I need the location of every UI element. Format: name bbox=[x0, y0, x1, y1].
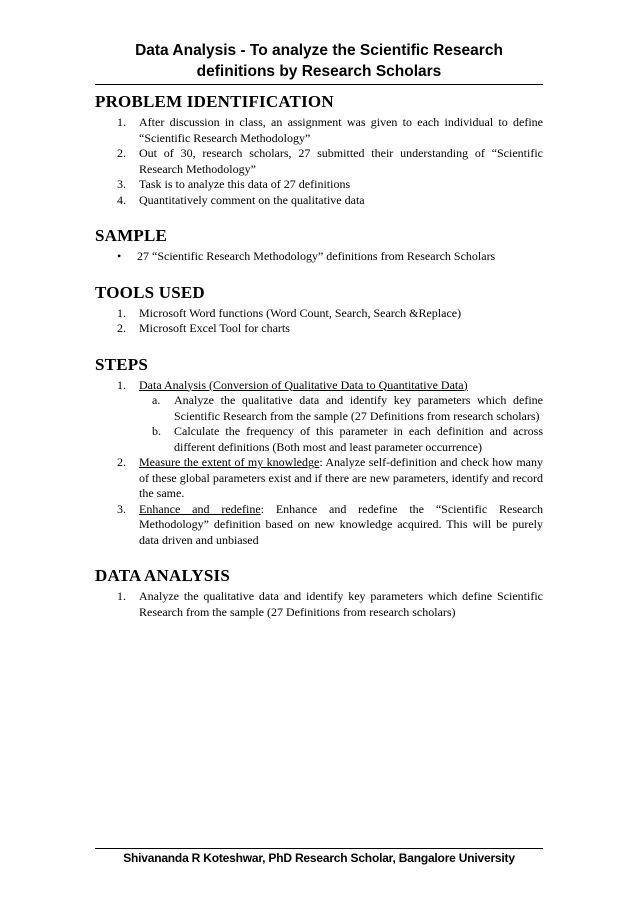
list-text: Microsoft Excel Tool for charts bbox=[139, 321, 290, 335]
section-tools-used bbox=[95, 283, 543, 337]
document-header bbox=[95, 40, 543, 82]
header-title-line2: definitions by Research Scholars bbox=[196, 63, 442, 80]
step-label: Measure the extent of my knowledge bbox=[139, 455, 320, 469]
step-label: Data Analysis (Conversion of Qualitative Data to Quantitative Data) bbox=[139, 377, 468, 392]
list-item bbox=[95, 589, 543, 620]
sub-list-letter: a. bbox=[152, 393, 161, 407]
document-body bbox=[95, 92, 543, 638]
list-item bbox=[95, 502, 543, 549]
section-heading: SAMPLE bbox=[95, 226, 168, 245]
list-text: Quantitatively comment on the qualitative data bbox=[139, 192, 365, 207]
list-text: After discussion in class, an assignment was given to each individual to define “Scientific Research Methodology” bbox=[139, 115, 543, 145]
list-number: 2. bbox=[117, 321, 126, 335]
list-item bbox=[95, 306, 543, 322]
list-item bbox=[95, 455, 543, 502]
sub-list-item bbox=[95, 424, 543, 455]
section-heading: DATA ANALYSIS bbox=[95, 566, 231, 585]
step-label: Enhance and redefine bbox=[139, 501, 261, 516]
list-text: 27 “Scientific Research Methodology” definitions from Research Scholars bbox=[137, 249, 496, 263]
list-item bbox=[95, 378, 543, 394]
list-number: 3. bbox=[117, 177, 126, 191]
section-heading: PROBLEM IDENTIFICATION bbox=[95, 92, 334, 111]
list-item bbox=[95, 146, 543, 177]
step-description: : Analyze self-definition and check how many of these global parameters exist and if there are new parameters, identify and record the same. bbox=[139, 455, 544, 500]
numbered-list bbox=[95, 115, 543, 208]
list-number: 1. bbox=[117, 589, 126, 603]
header-title-line1: Data Analysis - To analyze the Scientific Research bbox=[135, 42, 503, 59]
list-number: 1. bbox=[117, 115, 126, 129]
list-text bbox=[139, 455, 543, 502]
section-steps bbox=[95, 355, 543, 549]
list-item bbox=[95, 193, 543, 209]
list-number: 1. bbox=[117, 377, 126, 392]
section-sample bbox=[95, 226, 543, 265]
list-text: Out of 30, research scholars, 27 submitted their understanding of “Scientific Research Methodology” bbox=[139, 146, 543, 176]
list-item bbox=[95, 177, 543, 193]
numbered-list bbox=[95, 378, 543, 549]
list-text: Calculate the frequency of this parameter in each definition and across different definitions (Both most and least parameter occurrence) bbox=[174, 424, 543, 454]
section-data-analysis bbox=[95, 566, 543, 620]
list-text bbox=[139, 502, 543, 549]
list-number: 2. bbox=[117, 146, 126, 160]
section-problem-identification bbox=[95, 92, 543, 208]
document-footer: Shivananda R Koteshwar, PhD Research Scholar, Bangalore University bbox=[123, 851, 515, 865]
list-number: 1. bbox=[117, 305, 126, 320]
footer-rule bbox=[95, 848, 543, 849]
numbered-list bbox=[95, 589, 543, 620]
list-text: Task is to analyze this data of 27 definitions bbox=[139, 177, 351, 191]
bullet-list bbox=[95, 249, 543, 265]
list-text: Microsoft Word functions (Word Count, Search, Search &Replace) bbox=[139, 305, 462, 320]
list-text: Analyze the qualitative data and identify key parameters which define Scientific Research from the sample (27 Definitions from research scholars) bbox=[139, 589, 543, 619]
list-number: 2. bbox=[117, 455, 126, 469]
numbered-list bbox=[95, 306, 543, 337]
section-heading: TOOLS USED bbox=[95, 282, 205, 302]
list-item bbox=[95, 321, 543, 337]
list-number: 3. bbox=[117, 501, 126, 516]
header-rule bbox=[95, 84, 543, 85]
step-description: : Enhance and redefine the “Scientific Research Methodology” definition based on new knowledge acquired. This will be purely data driven and unbiased bbox=[139, 501, 543, 547]
bullet-icon: • bbox=[117, 249, 122, 263]
sub-list-letter: b. bbox=[152, 424, 161, 438]
list-number: 4. bbox=[117, 192, 126, 207]
section-heading: STEPS bbox=[95, 354, 148, 374]
list-text: Analyze the qualitative data and identify key parameters which define Scientific Research from the sample (27 Definitions from research scholars) bbox=[174, 393, 543, 423]
sub-list-item bbox=[95, 393, 543, 424]
list-item bbox=[95, 115, 543, 146]
list-item bbox=[95, 249, 543, 265]
